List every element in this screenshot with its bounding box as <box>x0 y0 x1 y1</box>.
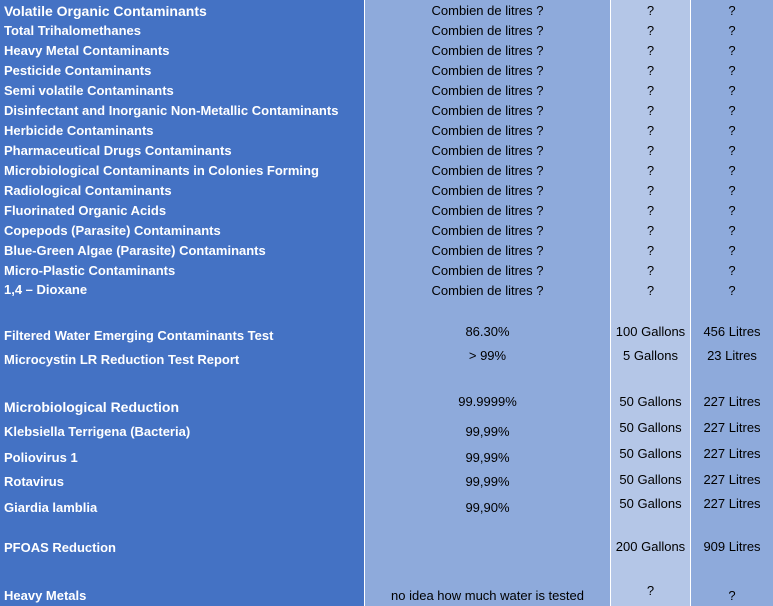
litres-value: ? <box>728 3 736 18</box>
contaminant-name: Filtered Water Emerging Contaminants Test <box>4 328 274 343</box>
result-value: 99,99% <box>465 474 510 489</box>
result-value: Combien de litres ? <box>431 23 544 38</box>
litres-value: ? <box>728 243 736 258</box>
litres-value: ? <box>728 143 736 158</box>
table-row <box>0 181 773 201</box>
gallons-value: ? <box>646 143 655 158</box>
contaminant-name: Fluorinated Organic Acids <box>4 203 167 218</box>
result-value: 99.9999% <box>458 394 517 409</box>
gallons-value: ? <box>646 3 655 18</box>
table-row <box>0 201 773 221</box>
result-value: Combien de litres ? <box>431 243 544 258</box>
table-row <box>0 418 773 438</box>
litres-value: 227 Litres <box>703 394 761 409</box>
result-value: Combien de litres ? <box>431 263 544 278</box>
contaminant-name: Microbiological Reduction <box>4 399 180 415</box>
gallons-value: ? <box>646 223 655 238</box>
contaminant-name: Pesticide Contaminants <box>4 63 152 78</box>
gallons-value: 50 Gallons <box>619 394 682 409</box>
result-value: Combien de litres ? <box>431 283 544 298</box>
litres-value: 227 Litres <box>703 420 761 435</box>
contaminant-name: Klebsiella Terrigena (Bacteria) <box>4 424 191 439</box>
litres-value: ? <box>728 183 736 198</box>
table-row <box>0 322 773 342</box>
table-row <box>0 581 773 606</box>
gallons-value: 50 Gallons <box>619 472 682 487</box>
contaminant-name: Microcystin LR Reduction Test Report <box>4 352 240 367</box>
gallons-value: 50 Gallons <box>619 496 682 511</box>
result-value <box>365 537 610 557</box>
litres-value: 23 Litres <box>707 348 757 363</box>
contaminant-name: Disinfectant and Inorganic Non-Metallic Contaminants <box>4 103 339 118</box>
contaminant-name: Heavy Metals <box>4 588 87 603</box>
result-value: 86.30% <box>465 324 510 339</box>
table-row <box>0 470 773 490</box>
litres-value: 227 Litres <box>703 496 761 511</box>
gallons-value: ? <box>646 123 655 138</box>
litres-value: ? <box>728 283 736 298</box>
result-value: Combien de litres ? <box>431 183 544 198</box>
litres-value: 909 Litres <box>703 539 761 554</box>
litres-value: ? <box>728 203 736 218</box>
table-row <box>0 21 773 41</box>
gallons-value: 50 Gallons <box>619 420 682 435</box>
contaminant-name: Giardia lamblia <box>4 500 98 515</box>
contaminant-name: Rotavirus <box>4 474 64 489</box>
gallons-value: 50 Gallons <box>619 446 682 461</box>
table-row <box>0 41 773 61</box>
gallons-value: ? <box>646 243 655 258</box>
gallons-value: 5 Gallons <box>623 348 678 363</box>
table-row <box>0 241 773 261</box>
result-value: Combien de litres ? <box>431 43 544 58</box>
table-row <box>0 161 773 181</box>
contaminant-name: Volatile Organic Contaminants <box>4 3 207 19</box>
contaminant-name: 1,4 – Dioxane <box>4 282 88 297</box>
result-value: Combien de litres ? <box>431 83 544 98</box>
litres-value: ? <box>728 63 736 78</box>
result-value: Combien de litres ? <box>431 3 544 18</box>
table-row <box>0 444 773 464</box>
result-value: Combien de litres ? <box>431 163 544 178</box>
gallons-value: ? <box>646 263 655 278</box>
gallons-value: ? <box>646 163 655 178</box>
result-value: 99,90% <box>465 500 510 515</box>
litres-value: ? <box>728 588 736 603</box>
table-row <box>0 121 773 141</box>
litres-value: ? <box>728 23 736 38</box>
table-row <box>0 261 773 281</box>
gallons-value: ? <box>646 43 655 58</box>
result-value: 99,99% <box>465 424 510 439</box>
litres-value: ? <box>728 123 736 138</box>
gallons-value: 200 Gallons <box>615 539 686 554</box>
result-value: 99,99% <box>465 450 510 465</box>
litres-value: ? <box>728 43 736 58</box>
litres-value: ? <box>728 223 736 238</box>
result-value: no idea how much water is tested <box>391 588 584 603</box>
table-row <box>0 141 773 161</box>
gallons-value: ? <box>646 63 655 78</box>
result-value: Combien de litres ? <box>431 223 544 238</box>
contaminant-name: Micro-Plastic Contaminants <box>4 263 176 278</box>
table-row <box>0 392 773 415</box>
contaminant-name: Semi volatile Contaminants <box>4 83 174 98</box>
contaminant-name: Total Trihalomethanes <box>4 23 142 38</box>
litres-value: 227 Litres <box>703 446 761 461</box>
litres-value: ? <box>728 263 736 278</box>
table-row <box>0 221 773 241</box>
gallons-value: 100 Gallons <box>615 324 686 339</box>
contaminant-name: Pharmaceutical Drugs Contaminants <box>4 143 232 158</box>
table-row <box>0 61 773 81</box>
table-row <box>0 81 773 101</box>
gallons-value: ? <box>646 183 655 198</box>
table-row <box>0 280 773 300</box>
contaminant-name: Blue-Green Algae (Parasite) Contaminants <box>4 243 266 258</box>
contaminant-name: Herbicide Contaminants <box>4 123 154 138</box>
table-row <box>0 537 773 557</box>
table-row <box>0 346 773 366</box>
litres-value: ? <box>728 103 736 118</box>
result-value: > 99% <box>468 348 507 363</box>
gallons-value: ? <box>646 23 655 38</box>
contaminant-name: Radiological Contaminants <box>4 183 172 198</box>
contaminant-name: Copepods (Parasite) Contaminants <box>4 223 221 238</box>
contaminant-name: Heavy Metal Contaminants <box>4 43 170 58</box>
contaminant-name: Microbiological Contaminants in Colonies Forming <box>4 163 319 178</box>
result-value: Combien de litres ? <box>431 143 544 158</box>
gallons-value: ? <box>646 83 655 98</box>
table-row <box>0 1 773 21</box>
result-value: Combien de litres ? <box>431 203 544 218</box>
litres-value: ? <box>728 83 736 98</box>
litres-value: ? <box>728 163 736 178</box>
result-value: Combien de litres ? <box>431 103 544 118</box>
result-value: Combien de litres ? <box>431 123 544 138</box>
gallons-value: ? <box>646 583 655 598</box>
litres-value: 227 Litres <box>703 472 761 487</box>
litres-value: 456 Litres <box>703 324 761 339</box>
gallons-value: ? <box>646 203 655 218</box>
contaminant-name: Poliovirus 1 <box>4 450 78 465</box>
table-row <box>0 494 773 514</box>
result-value: Combien de litres ? <box>431 63 544 78</box>
gallons-value: ? <box>646 283 655 298</box>
gallons-value: ? <box>646 103 655 118</box>
contaminant-name: PFOAS Reduction <box>4 540 116 555</box>
table-row <box>0 101 773 121</box>
